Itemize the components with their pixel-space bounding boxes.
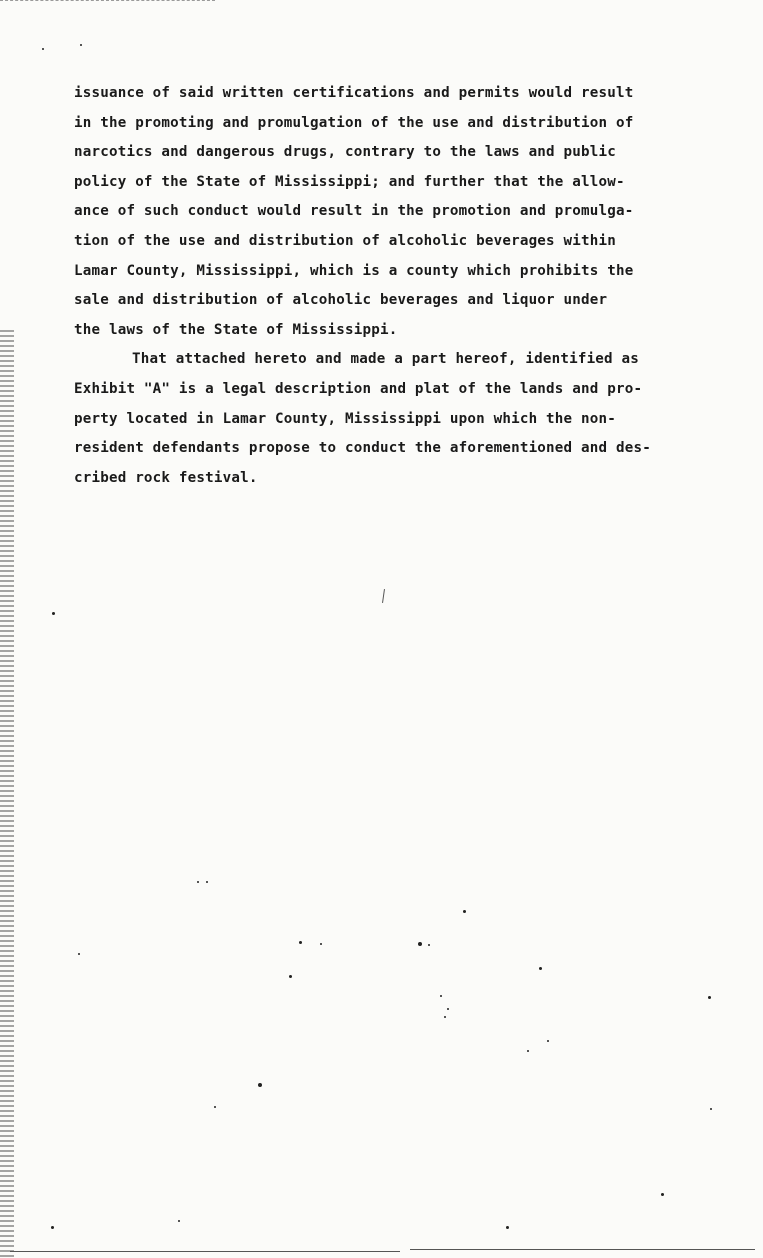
text-line: policy of the State of Mississippi; and further that the allow- bbox=[74, 173, 625, 190]
scan-speck bbox=[51, 1226, 54, 1229]
scan-speck bbox=[539, 967, 542, 970]
scan-mark bbox=[382, 589, 385, 603]
document-body bbox=[74, 79, 689, 493]
text-line: cribed rock festival. bbox=[74, 469, 258, 486]
text-line: Exhibit "A" is a legal description and plat of the lands and pro- bbox=[74, 380, 643, 397]
scan-speck bbox=[320, 943, 322, 945]
scan-speck bbox=[661, 1193, 664, 1196]
scan-speck bbox=[299, 941, 302, 944]
text-line: ance of such conduct would result in the promotion and promulga- bbox=[74, 203, 634, 220]
left-scan-edge bbox=[0, 330, 14, 1258]
scan-speck bbox=[440, 995, 442, 997]
scan-speck bbox=[428, 944, 430, 946]
scan-speck bbox=[178, 1220, 180, 1222]
scan-speck bbox=[708, 996, 711, 999]
text-line: That attached hereto and made a part hereof, identified as bbox=[132, 351, 640, 368]
scan-speck bbox=[78, 953, 80, 955]
scan-speck bbox=[447, 1008, 449, 1010]
text-line: narcotics and dangerous drugs, contrary to the laws and public bbox=[74, 144, 616, 161]
scan-speck bbox=[197, 881, 199, 883]
paragraph-1 bbox=[74, 79, 689, 345]
scan-speck bbox=[527, 1050, 529, 1052]
text-line: perty located in Lamar County, Mississippi upon which the non- bbox=[74, 410, 616, 427]
text-line: issuance of said written certifications and permits would result bbox=[74, 85, 634, 101]
bottom-rule bbox=[410, 1249, 755, 1250]
scan-speck bbox=[506, 1226, 509, 1229]
scan-speck bbox=[547, 1040, 549, 1042]
scan-speck bbox=[206, 881, 208, 883]
text-line: Lamar County, Mississippi, which is a county which prohibits the bbox=[74, 262, 634, 279]
scan-speck bbox=[42, 48, 44, 50]
text-line: resident defendants propose to conduct the aforementioned and des- bbox=[74, 440, 651, 457]
scan-speck bbox=[80, 44, 82, 46]
text-line: in the promoting and promulgation of the use and distribution of bbox=[74, 114, 634, 131]
scan-speck bbox=[418, 942, 422, 946]
scan-speck bbox=[463, 910, 466, 913]
scan-speck bbox=[710, 1108, 712, 1110]
paragraph-2 bbox=[74, 345, 689, 493]
scan-speck bbox=[258, 1083, 262, 1087]
text-line: sale and distribution of alcoholic beverages and liquor under bbox=[74, 292, 608, 309]
scan-speck bbox=[52, 612, 55, 615]
scan-speck bbox=[289, 975, 292, 978]
scan-speck bbox=[214, 1106, 216, 1108]
text-line: tion of the use and distribution of alcoholic beverages within bbox=[74, 232, 616, 249]
top-perforation-rule bbox=[0, 0, 215, 1]
text-line: the laws of the State of Mississippi. bbox=[74, 321, 398, 338]
bottom-rule bbox=[10, 1251, 400, 1252]
scan-speck bbox=[444, 1016, 446, 1018]
